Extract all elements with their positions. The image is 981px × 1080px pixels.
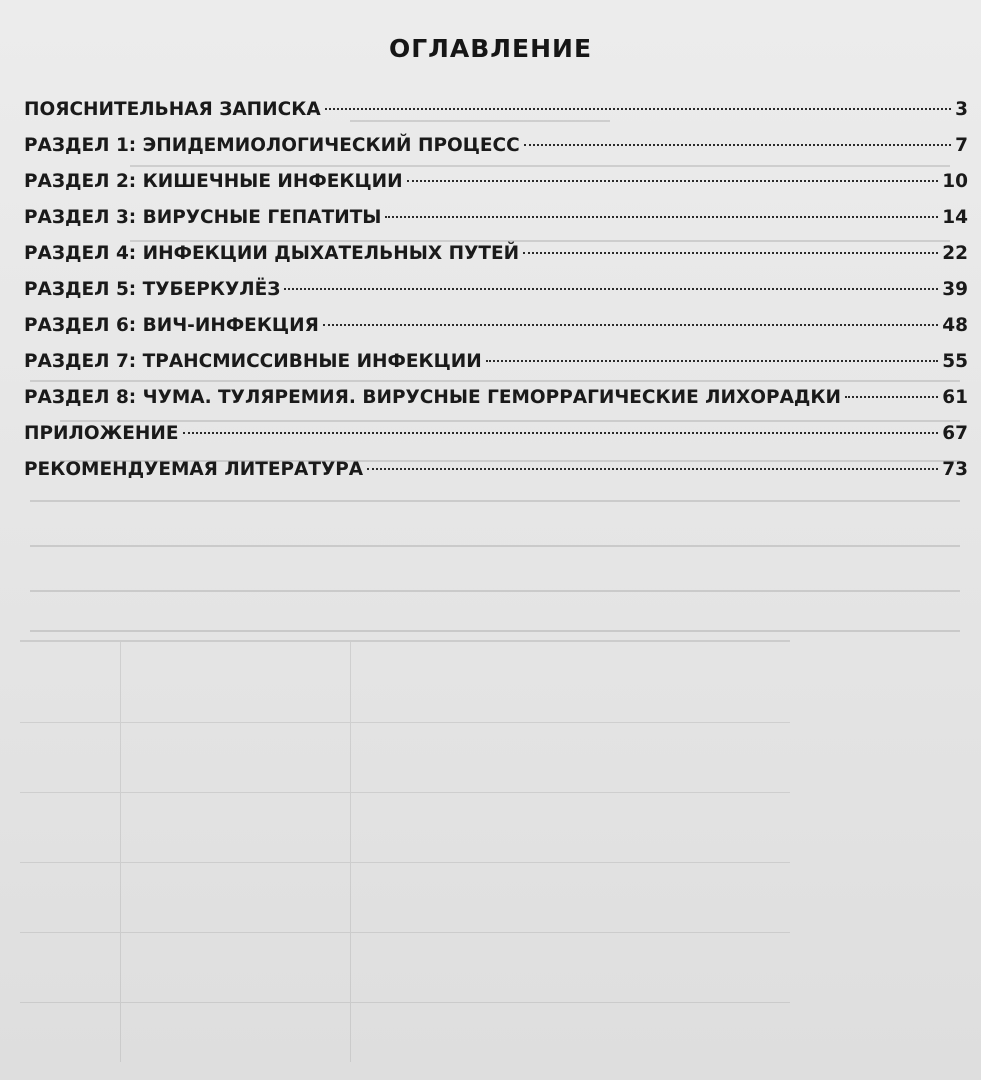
toc-entry-page: 7: [955, 135, 968, 156]
toc-entry-label: РАЗДЕЛ 5: ТУБЕРКУЛЁЗ: [24, 279, 281, 300]
dot-leader: [325, 108, 951, 110]
dot-leader: [845, 396, 938, 398]
toc-entry[interactable]: [24, 276, 968, 312]
toc-entry-page: 73: [942, 459, 968, 480]
toc-entry-page: 14: [942, 207, 968, 228]
dot-leader: [385, 216, 938, 218]
toc-title: ОГЛАВЛЕНИЕ: [388, 34, 593, 63]
toc-entry-page: 10: [942, 171, 968, 192]
dot-leader: [183, 432, 939, 434]
toc-entry-label: ПОЯСНИТЕЛЬНАЯ ЗАПИСКА: [24, 99, 321, 120]
toc-entry-label: РАЗДЕЛ 8: ЧУМА. ТУЛЯРЕМИЯ. ВИРУСНЫЕ ГЕМОРРАГИЧЕСКИЕ ЛИХОРАДКИ: [24, 387, 841, 408]
toc-entry[interactable]: [24, 420, 968, 456]
toc-entry-label: РАЗДЕЛ 4: ИНФЕКЦИИ ДЫХАТЕЛЬНЫХ ПУТЕЙ: [24, 243, 520, 264]
toc-entry[interactable]: [24, 384, 968, 420]
toc-list: [24, 96, 968, 492]
toc-entry[interactable]: [24, 240, 968, 276]
toc-entry[interactable]: [24, 348, 968, 384]
toc-entry-label: РАЗДЕЛ 1: ЭПИДЕМИОЛОГИЧЕСКИЙ ПРОЦЕСС: [24, 135, 520, 156]
dot-leader: [323, 324, 938, 326]
toc-entry-label: РАЗДЕЛ 3: ВИРУСНЫЕ ГЕПАТИТЫ: [24, 207, 382, 228]
toc-entry-page: 39: [942, 279, 968, 300]
toc-entry-label: РАЗДЕЛ 6: ВИЧ-ИНФЕКЦИЯ: [24, 315, 319, 336]
toc-entry-label: РАЗДЕЛ 7: ТРАНСМИССИВНЫЕ ИНФЕКЦИИ: [24, 351, 482, 372]
toc-entry-label: РЕКОМЕНДУЕМАЯ ЛИТЕРАТУРА: [24, 459, 364, 480]
dot-leader: [367, 468, 938, 470]
toc-entry[interactable]: [24, 312, 968, 348]
dot-leader: [407, 180, 939, 182]
toc-entry-page: 61: [942, 387, 968, 408]
toc-entry[interactable]: [24, 204, 968, 240]
toc-entry[interactable]: [24, 456, 968, 492]
toc-entry[interactable]: [24, 132, 968, 168]
toc-entry-page: 67: [942, 423, 968, 444]
dot-leader: [284, 288, 938, 290]
toc-entry-label: ПРИЛОЖЕНИЕ: [24, 423, 179, 444]
dot-leader: [523, 252, 938, 254]
toc-entry-page: 55: [942, 351, 968, 372]
toc-entry-page: 48: [942, 315, 968, 336]
toc-entry-page: 3: [955, 99, 968, 120]
toc-entry-page: 22: [942, 243, 968, 264]
toc-entry[interactable]: [24, 96, 968, 132]
dot-leader: [486, 360, 938, 362]
dot-leader: [524, 144, 951, 146]
toc-entry-label: РАЗДЕЛ 2: КИШЕЧНЫЕ ИНФЕКЦИИ: [24, 171, 403, 192]
toc-entry[interactable]: [24, 168, 968, 204]
